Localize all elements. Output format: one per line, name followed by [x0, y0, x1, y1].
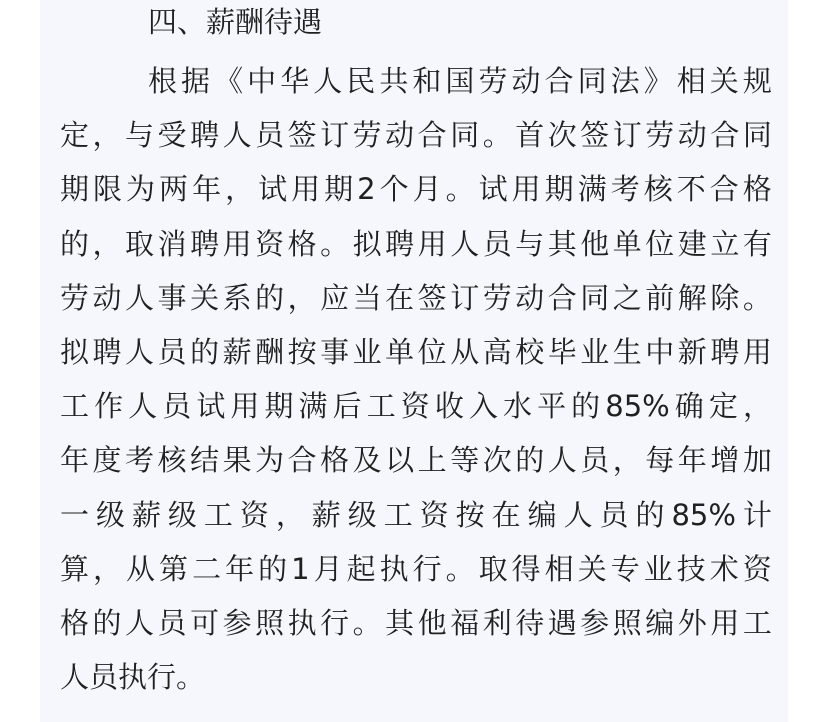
paragraph-line: 格 的 人 员 可 参 照 执 行 。 其 他 福 利 待 遇 参 照 编 外 用 工 — [60, 605, 772, 640]
paragraph-line: 定 ， 与 受 聘 人 员 签 订 劳 动 合 同 。 首 次 签 订 劳 动 合 同 — [60, 118, 772, 153]
paragraph-line: 的 ， 取 消 聘 用 资 格 。 拟 聘 用 人 员 与 其 他 单 位 建 立 有 — [60, 226, 772, 261]
salary-paragraph — [60, 54, 772, 704]
paragraph-line: 根 据 《 中 华 人 民 共 和 国 劳 动 合 同 法 》 相 关 规 — [148, 64, 772, 98]
section-heading: 四、薪酬待遇 — [148, 5, 323, 39]
paragraph-line: 期 限 为 两 年 ， 试 用 期 2 个 月 。 试 用 期 满 考 核 不 合 格 — [60, 172, 772, 207]
paragraph-line: 人员执行。 — [60, 660, 206, 695]
paragraph-line: 年 度 考 核 结 果 为 合 格 及 以 上 等 次 的 人 员 ， 每 年 增 加 — [60, 443, 772, 478]
paragraph-line: 劳 动 人 事 关 系 的 ， 应 当 在 签 订 劳 动 合 同 之 前 解 除 。 — [60, 280, 772, 315]
paragraph-line: 算 ， 从 第 二 年 的 1 月 起 执 行 。 取 得 相 关 专 业 技 术 资 — [60, 551, 772, 586]
paragraph-line: 拟 聘 人 员 的 薪 酬 按 事 业 单 位 从 高 校 毕 业 生 中 新 聘 用 — [60, 334, 772, 369]
paragraph-line: 一 级 薪 级 工 资 ， 薪 级 工 资 按 在 编 人 员 的 85% 计 — [60, 497, 772, 532]
paragraph-line: 工 作 人 员 试 用 期 满 后 工 资 收 入 水 平 的 85% 确 定 ， — [60, 389, 772, 424]
